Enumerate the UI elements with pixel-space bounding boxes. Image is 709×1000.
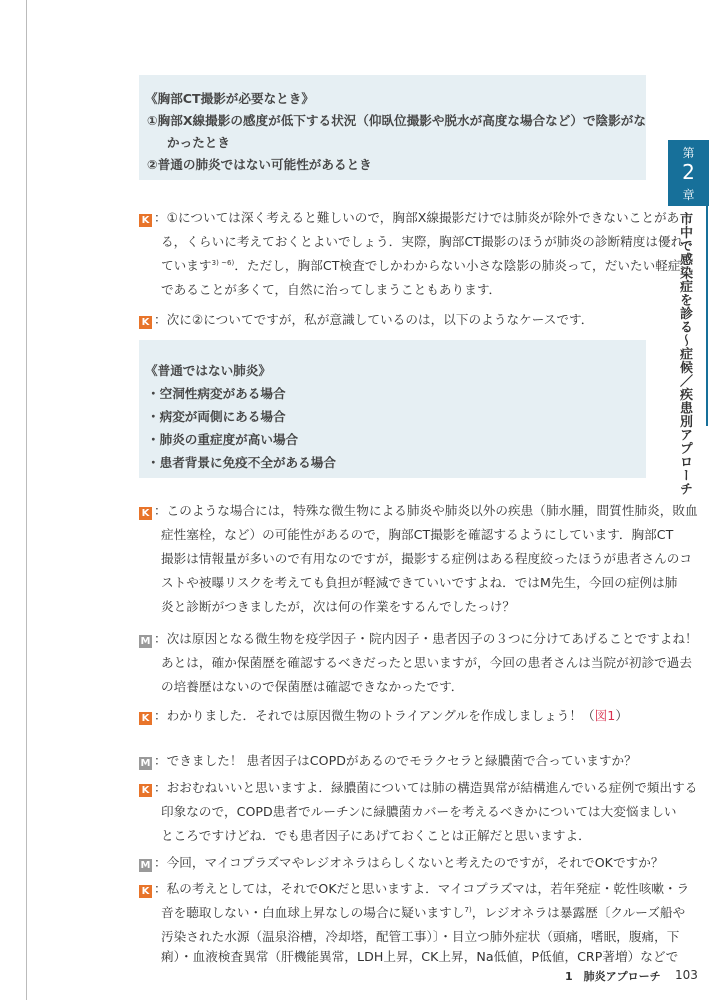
- speaker-m-badge: M: [140, 860, 151, 871]
- text-line: ，レジオネラは暴露歴〔クルーズ船や: [471, 905, 686, 920]
- box-line: ・空洞性病変がある場合: [147, 386, 286, 401]
- text-line: ています: [161, 258, 212, 273]
- speaker-k-badge: K: [139, 712, 152, 725]
- margin-rule: [26, 0, 27, 1000]
- box-title: 《胸部CT撮影が必要なとき》: [145, 91, 314, 106]
- chapter-label: 章: [682, 188, 695, 202]
- speaker-k-badge: K: [139, 214, 152, 227]
- box-title: 《普通ではない肺炎》: [145, 363, 271, 378]
- chapter-rule: [706, 206, 708, 426]
- text-line: ：今回，マイコプラズマやレジオネラはらしくないと考えたのですが，それでOKですか？: [154, 855, 664, 870]
- text-line: 音を聴取しない・白血球上昇なしの場合に疑いますし: [161, 905, 465, 920]
- figure-link[interactable]: 図1: [594, 708, 616, 723]
- text-line: 痢）・血液検査異常（肝機能異常，LDH上昇，CK上昇，Na低値，P低値，CRP著増）などで: [161, 949, 679, 964]
- box-line: ・患者背景に免疫不全がある場合: [147, 455, 336, 470]
- chapter-title: 市中で感染症を診る〜症候／疾患別アプローチ: [677, 212, 692, 496]
- text-line: の培養歴はないので保菌歴は確認できなかったです．: [161, 679, 464, 694]
- text-line: ．ただし，胸部CT検査でしかわからない小さな陰影の肺炎って，だいたい軽症: [234, 258, 681, 273]
- box-line: ・病変が両側にある場合: [147, 409, 286, 424]
- text-line: ：できました！ 患者因子はCOPDがあるのでモラクセラと緑膿菌で合っていますか？: [154, 753, 637, 768]
- text-line: ：おおむねいいと思いますよ．緑膿菌については肺の構造異常が結構進んでいる症例で頻出する: [154, 780, 698, 795]
- text-line: 印象なので，COPD患者でルーチンに緑膿菌カバーを考えるべきかについては大変悩ましい: [161, 804, 677, 819]
- speaker-k-badge: K: [139, 507, 152, 520]
- reference[interactable]: 7): [464, 905, 472, 914]
- text-line: 炎と診断がつきましたが，次は何の作業をするんでしたっけ？: [161, 599, 516, 614]
- ct-indication-box: [139, 75, 646, 180]
- text-line: ：わかりました．それでは原因微生物のトライアングルを作成しましょう！（: [154, 708, 595, 723]
- text-line: ところですけどね．でも患者因子にあげておくことは正解だと思いますよ．: [161, 828, 591, 843]
- reference[interactable]: 3) ~6): [211, 258, 235, 267]
- chapter-number: 2: [682, 160, 695, 184]
- text-line: あとは，確か保菌歴を確認するべきだったと思いますが，今回の患者さんは当院が初診で過去: [161, 655, 693, 670]
- text-line: ：私の考えとしては，それでOKだと思いますよ．マイコプラズマは，若年発症・乾性咳嗽・ラ: [154, 881, 690, 896]
- text-line: 撮影は情報量が多いので有用なのですが，撮影する症例はある程度絞ったほうが患者さんのコ: [161, 551, 693, 566]
- unusual-pneumonia-box: [139, 340, 646, 478]
- speaker-m-badge: M: [140, 636, 151, 647]
- text-line: であることが多くて，自然に治ってしまうこともあります．: [161, 282, 502, 297]
- text-line: ストや被曝リスクを考えても負担が軽減できていいですよね．ではM先生，今回の症例は肺: [161, 575, 678, 590]
- chapter-label: 第: [682, 146, 695, 160]
- speaker-k-badge: K: [139, 784, 152, 797]
- speaker-k-badge: K: [139, 316, 152, 329]
- text-line: ）: [615, 708, 629, 723]
- box-line: かったとき: [167, 135, 230, 150]
- text-line: る，くらいに考えておくとよいでしょう．実際，胸部CT撮影のほうが肺炎の診断精度は優れ: [161, 234, 684, 249]
- box-line: ②普通の肺炎ではない可能性があるとき: [147, 157, 372, 172]
- text-line: ：次に②についてですが，私が意識しているのは，以下のようなケースです．: [154, 312, 594, 327]
- box-line: ①胸部X線撮影の感度が低下する状況（仰臥位撮影や脱水が高度な場合など）で陰影がな: [147, 113, 646, 128]
- speaker-m-badge: M: [140, 758, 151, 769]
- text-line: 症性塞栓，など）の可能性があるので，胸部CT撮影を確認するようにしています．胸部CT: [161, 527, 674, 542]
- text-line: ：①については深く考えると難しいので，胸部X線撮影だけでは肺炎が除外できないことがあ: [154, 210, 680, 225]
- text-line: 汚染された水源（温泉浴槽，冷却塔，配管工事）〕・目立つ肺外症状（頭痛，嗜眠，腹痛，下: [161, 929, 680, 944]
- box-line: ・肺炎の重症度が高い場合: [147, 432, 299, 447]
- speaker-k-badge: K: [139, 885, 152, 898]
- chapter-tab[interactable]: [668, 140, 709, 206]
- text-line: ：次は原因となる微生物を疫学因子・院内因子・患者因子の３つに分けてあげることですよね！: [154, 631, 698, 646]
- footer-section: 1 肺炎アプローチ: [565, 970, 661, 983]
- page-number: 103: [675, 968, 698, 982]
- text-line: ：このような場合には，特殊な微生物による肺炎や肺炎以外の疾患（肺水腫，間質性肺炎，敗血: [154, 503, 698, 518]
